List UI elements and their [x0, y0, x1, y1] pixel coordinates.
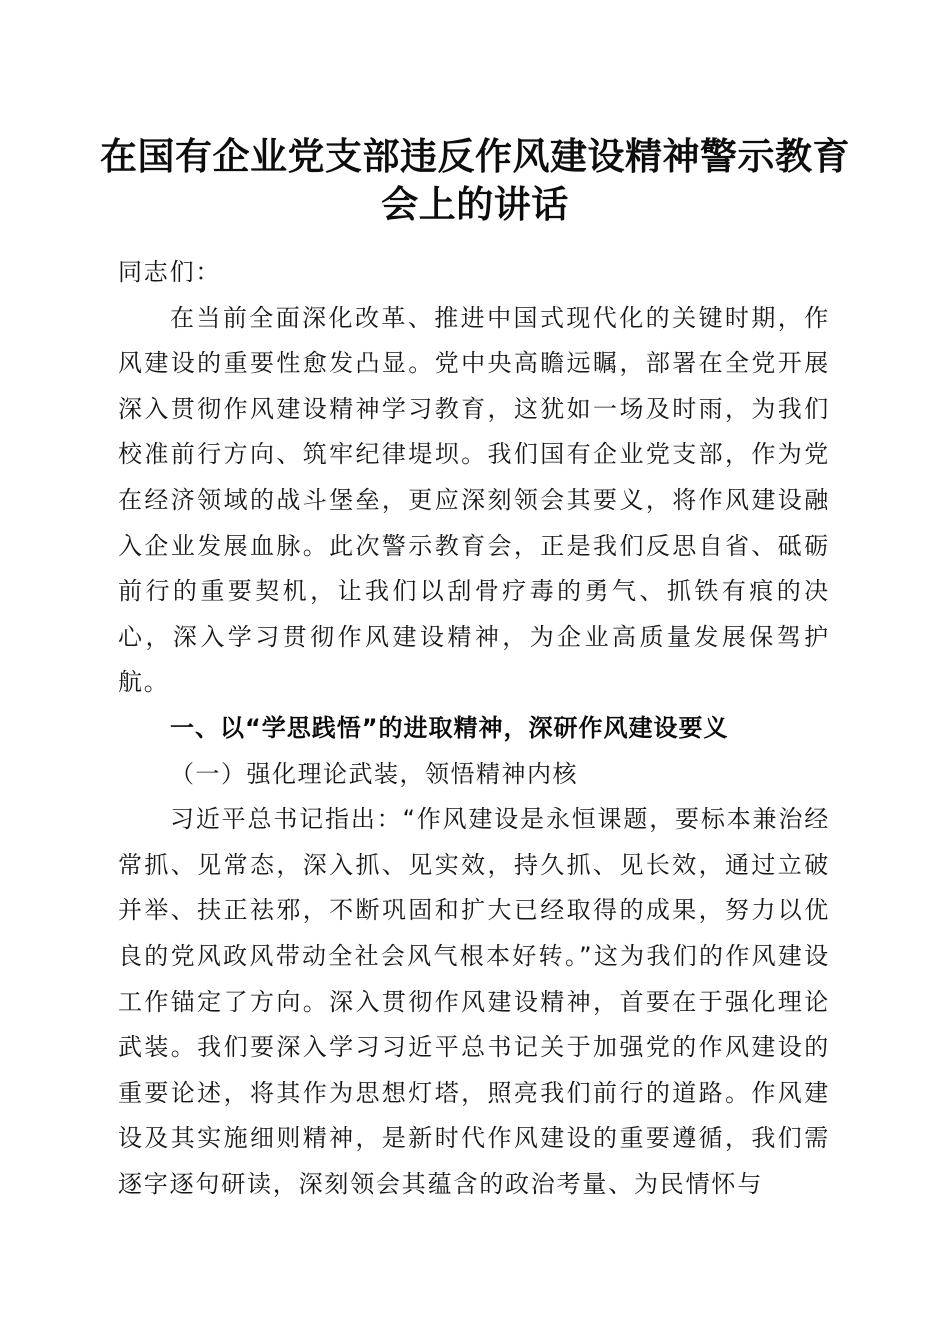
subsection-paragraph-1: 习近平总书记指出：“作风建设是永恒课题，要标本兼治经常抓、见常态，深入抓、见实效，持久抓、见长效，通过立破并举、扶正祛邪，不断巩固和扩大已经取得的成果，努力以优良的党风政风带动全社会风气根本好转。”这为我们的作风建设工作锚定了方向。深入贯彻作风建设精神，首要在于强化理论武装。我们要深入学习习近平总书记关于加强党的作风建设的重要论述，将其作为思想灯塔，照亮我们前行的道路。作风建设及其实施细则精神，是新时代作风建设的重要遵循，我们需逐字逐句研读，深刻领会其蕴含的政治考量、为民情怀与	[118, 805, 830, 1198]
salutation: 同志们：	[118, 258, 222, 286]
title-line-1: 在国有企业党支部违反作风建设精神警示教育	[100, 134, 850, 178]
title-line-2: 会上的讲话	[381, 182, 569, 226]
intro-paragraph: 在当前全面深化改革、推进中国式现代化的关键时期，作风建设的重要性愈发凸显。党中央高瞻远瞩，部署在全党开展深入贯彻作风建设精神学习教育，这犹如一场及时雨，为我们校准前行方向、筑牢纪律堤坝。我们国有企业党支部，作为党在经济领域的战斗堡垒，更应深刻领会其要义，将作风建设融入企业发展血脉。此次警示教育会，正是我们反思自省、砥砺前行的重要契机，让我们以刮骨疗毒的勇气、抓铁有痕的决心，深入学习贯彻作风建设精神，为企业高质量发展保驾护航。	[118, 303, 830, 697]
subsection-heading-1: （一）强化理论武装，领悟精神内核	[170, 759, 578, 788]
document-title	[100, 132, 850, 228]
section-heading-1: 一、以“学思践悟”的进取精神，深研作风建设要义	[170, 713, 729, 742]
document-body	[118, 250, 830, 1207]
